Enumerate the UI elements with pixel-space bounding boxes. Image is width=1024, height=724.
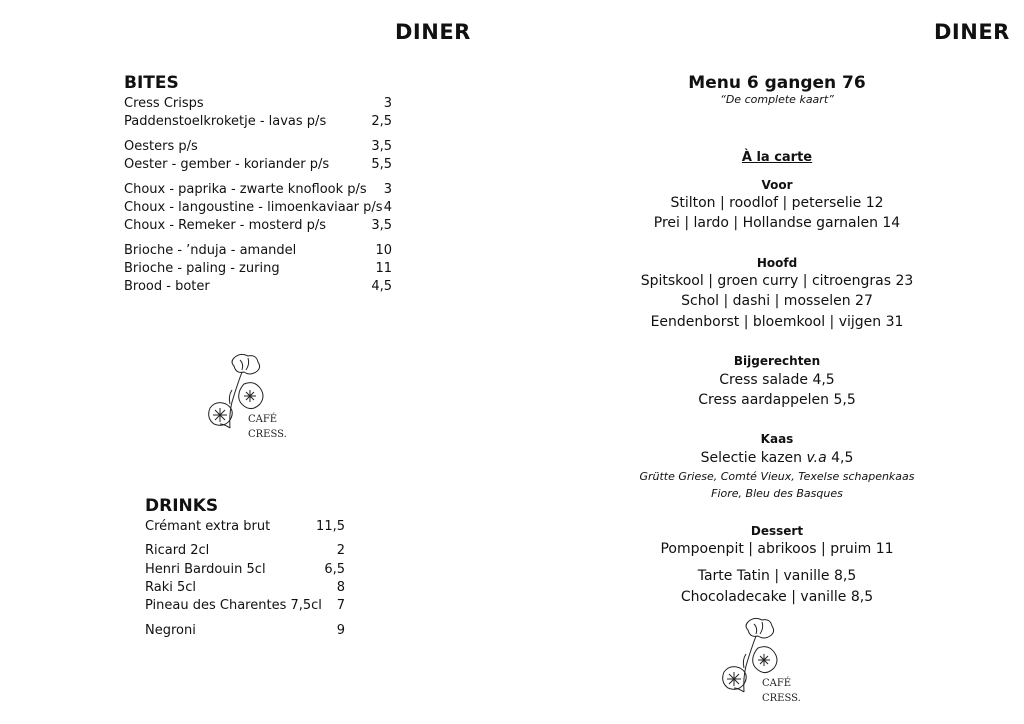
menu-item-name: Ricard 2cl xyxy=(145,543,210,558)
menu-item-name: Choux - Remeker - mosterd p/s xyxy=(124,218,327,233)
menu-item-name: Brioche - paling - zuring xyxy=(124,261,280,276)
drinks-title: DRINKS xyxy=(145,496,219,516)
dish: Chocoladecake | vanille 8,5 xyxy=(680,589,874,605)
dish: Cress aardappelen 5,5 xyxy=(698,392,856,408)
menu-item-price: 7 xyxy=(336,598,345,613)
menu-item-name: Negroni xyxy=(145,623,196,638)
menu-item-price: 3,5 xyxy=(371,139,392,154)
dish-text-italic: v.a xyxy=(806,450,827,466)
menu-item-name: Cress Crisps xyxy=(124,96,204,111)
menu-item-price: 3,5 xyxy=(371,218,392,233)
left-header: DINER xyxy=(395,20,471,44)
logo-text-cress: CRESS. xyxy=(762,693,801,704)
logo-text-cress: CRESS. xyxy=(248,429,287,440)
dish: Tarte Tatin | vanille 8,5 xyxy=(697,568,857,584)
menu-item-name: Choux - langoustine - limoenkaviaar p/s xyxy=(124,200,383,215)
menu-item-name: Brood - boter xyxy=(124,279,210,294)
menu-item-price: 11,5 xyxy=(316,519,345,534)
menu-item-price: 3 xyxy=(383,96,392,111)
dish: Pompoenpit | abrikoos | pruim 11 xyxy=(660,541,894,557)
section-title-voor: Voor xyxy=(761,178,793,192)
menu-item-name: Oester - gember - koriander p/s xyxy=(124,157,330,172)
dish-kaas xyxy=(527,450,1024,466)
bites-title: BITES xyxy=(124,73,179,93)
dish-text: Selectie kazen xyxy=(700,450,807,466)
section-title-dessert: Dessert xyxy=(750,524,804,538)
menu-item-price: 3 xyxy=(383,182,392,197)
logo-text-cafe: CAFÉ xyxy=(248,414,278,425)
logo-text-cafe: CAFÉ xyxy=(762,678,792,689)
section-title-bijgerechten: Bijgerechten xyxy=(733,354,821,368)
menu-title: Menu 6 gangen 76 xyxy=(688,73,866,93)
menu-item-name: Raki 5cl xyxy=(145,580,197,595)
menu-item-price: 5,5 xyxy=(371,157,392,172)
section-title-hoofd: Hoofd xyxy=(756,256,798,270)
menu-item-price: 2 xyxy=(336,543,345,558)
cheese-note: Fiore, Bleu des Basques xyxy=(711,487,843,500)
menu-item-price: 10 xyxy=(375,243,392,258)
a-la-carte-title: À la carte xyxy=(741,150,813,165)
dish: Cress salade 4,5 xyxy=(719,372,835,388)
cafe-cress-logo xyxy=(718,614,808,709)
cafe-cress-logo xyxy=(204,350,294,445)
menu-item-name: Choux - paprika - zwarte knoflook p/s xyxy=(124,182,367,197)
dish: Eendenborst | bloemkool | vijgen 31 xyxy=(650,314,904,330)
menu-item-price: 2,5 xyxy=(371,114,392,129)
dish-text: 4,5 xyxy=(826,450,854,466)
menu-item-price: 6,5 xyxy=(324,562,345,577)
menu-item-price: 8 xyxy=(336,580,345,595)
dish: Stilton | roodlof | peterselie 12 xyxy=(670,195,884,211)
right-header: DINER xyxy=(934,20,1010,44)
menu-subtitle: “De complete kaart” xyxy=(720,93,834,106)
dish: Spitskool | groen curry | citroengras 23 xyxy=(640,273,914,289)
menu-item-price: 4 xyxy=(383,200,392,215)
menu-item-price: 4,5 xyxy=(371,279,392,294)
menu-item-price: 11 xyxy=(375,261,392,276)
section-title-kaas: Kaas xyxy=(760,432,794,446)
dish: Schol | dashi | mosselen 27 xyxy=(681,293,873,309)
menu-item-name: Brioche - ’nduja - amandel xyxy=(124,243,297,258)
dish: Prei | lardo | Hollandse garnalen 14 xyxy=(653,215,901,231)
menu-item-name: Oesters p/s xyxy=(124,139,198,154)
menu-item-name: Pineau des Charentes 7,5cl xyxy=(145,598,322,613)
menu-item-price: 9 xyxy=(336,623,345,638)
menu-item-name: Crémant extra brut xyxy=(145,519,271,534)
menu-item-name: Paddenstoelkroketje - lavas p/s xyxy=(124,114,327,129)
menu-item-name: Henri Bardouin 5cl xyxy=(145,562,266,577)
cheese-note: Grütte Griese, Comté Vieux, Texelse schapenkaas xyxy=(639,470,915,483)
